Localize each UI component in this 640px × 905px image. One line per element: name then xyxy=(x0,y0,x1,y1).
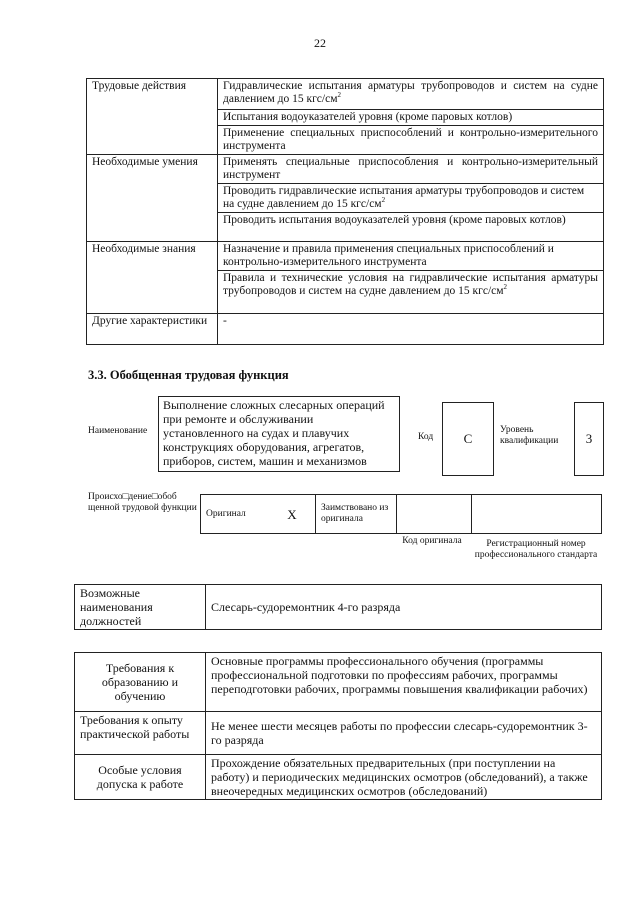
requirements-table xyxy=(74,652,602,800)
table-cell: - xyxy=(218,314,604,345)
positions-label: Возможные наименования должностей xyxy=(75,585,206,630)
positions-table xyxy=(74,584,602,630)
code-original-cell xyxy=(397,495,472,534)
table-cell: Назначение и правила применения специальных приспособлений и контрольно-измерительного инструмента xyxy=(218,242,604,271)
code-label: Код xyxy=(418,432,434,442)
labor-actions-table xyxy=(86,78,604,345)
experience-value: Не менее шести месяцев работы по профессии слесарь-судоремонтник 3-го разряда xyxy=(206,712,602,755)
row-label-labor-actions: Трудовые действия xyxy=(87,79,218,155)
origin-table xyxy=(200,494,602,534)
code-original-caption: Код оригинала xyxy=(402,536,462,546)
row-label-skills: Необходимые умения xyxy=(87,155,218,242)
reg-number-caption: Регистрационный номер профессионального стандарта xyxy=(474,539,598,560)
education-value: Основные программы профессионального обучения (программы профессиональной подготовки по профессиям рабочих, программы переподготовки рабочих, программы повышения квалификации рабочих) xyxy=(206,653,602,712)
original-label: Оригинал xyxy=(201,495,270,534)
table-cell: Применять специальные приспособления и контрольно-измерительный инструмент xyxy=(218,155,604,184)
page-number: 22 xyxy=(314,36,326,50)
experience-label: Требования к опыту практической работы xyxy=(75,712,206,755)
table-cell: Проводить гидравлические испытания арматуры трубопроводов и систем на судне давлением до 15 кгс/$см^2$ xyxy=(218,184,604,213)
section-title: 3.3. Обобщенная трудовая функция xyxy=(88,368,289,382)
education-label: Требования к образованию и обучению xyxy=(75,653,206,712)
level-label: Уровень квалификации xyxy=(500,425,559,446)
table-cell: Гидравлические испытания арматуры трубопроводов и систем на судне давлением до 15 кгс/$см^2$ xyxy=(218,79,604,110)
function-name-box: Выполнение сложных слесарных операций при ремонте и обслуживании установленного на судах и плавучих конструкциях оборудования, агрегатов, приборов, систем, машин и механизмов xyxy=(158,396,400,472)
table-cell: Проводить испытания водоуказателей уровня (кроме паровых котлов) xyxy=(218,213,604,242)
origin-label: Происхо□дение□обоб щенной трудовой функции xyxy=(88,492,197,513)
table-cell: Испытания водоуказателей уровня (кроме паровых котлов) xyxy=(218,110,604,126)
table-cell: Правила и технические условия на гидравлические испытания арматуры трубопроводов и систем на судне давлением до 15 кгс/$см^2$ xyxy=(218,271,604,314)
positions-value: Слесарь-судоремонтник 4-го разряда xyxy=(206,585,602,630)
level-value-box: 3 xyxy=(574,402,604,476)
row-label-other: Другие характеристики xyxy=(87,314,218,345)
special-conditions-value: Прохождение обязательных предварительных (при поступлении на работу) и периодических медицинских осмотров (обследований), а также внеочередных медицинских осмотров (обследований) xyxy=(206,755,602,800)
special-conditions-label: Особые условия допуска к работе xyxy=(75,755,206,800)
reg-number-cell xyxy=(472,495,602,534)
name-label: Наименование xyxy=(88,426,148,436)
row-label-knowledge: Необходимые знания xyxy=(87,242,218,314)
code-value-box: C xyxy=(442,402,494,476)
borrowed-label: Заимствовано из оригинала xyxy=(316,495,397,534)
table-cell: Применение специальных приспособлений и контрольно-измерительного инструмента xyxy=(218,126,604,155)
original-mark: X xyxy=(269,495,316,534)
